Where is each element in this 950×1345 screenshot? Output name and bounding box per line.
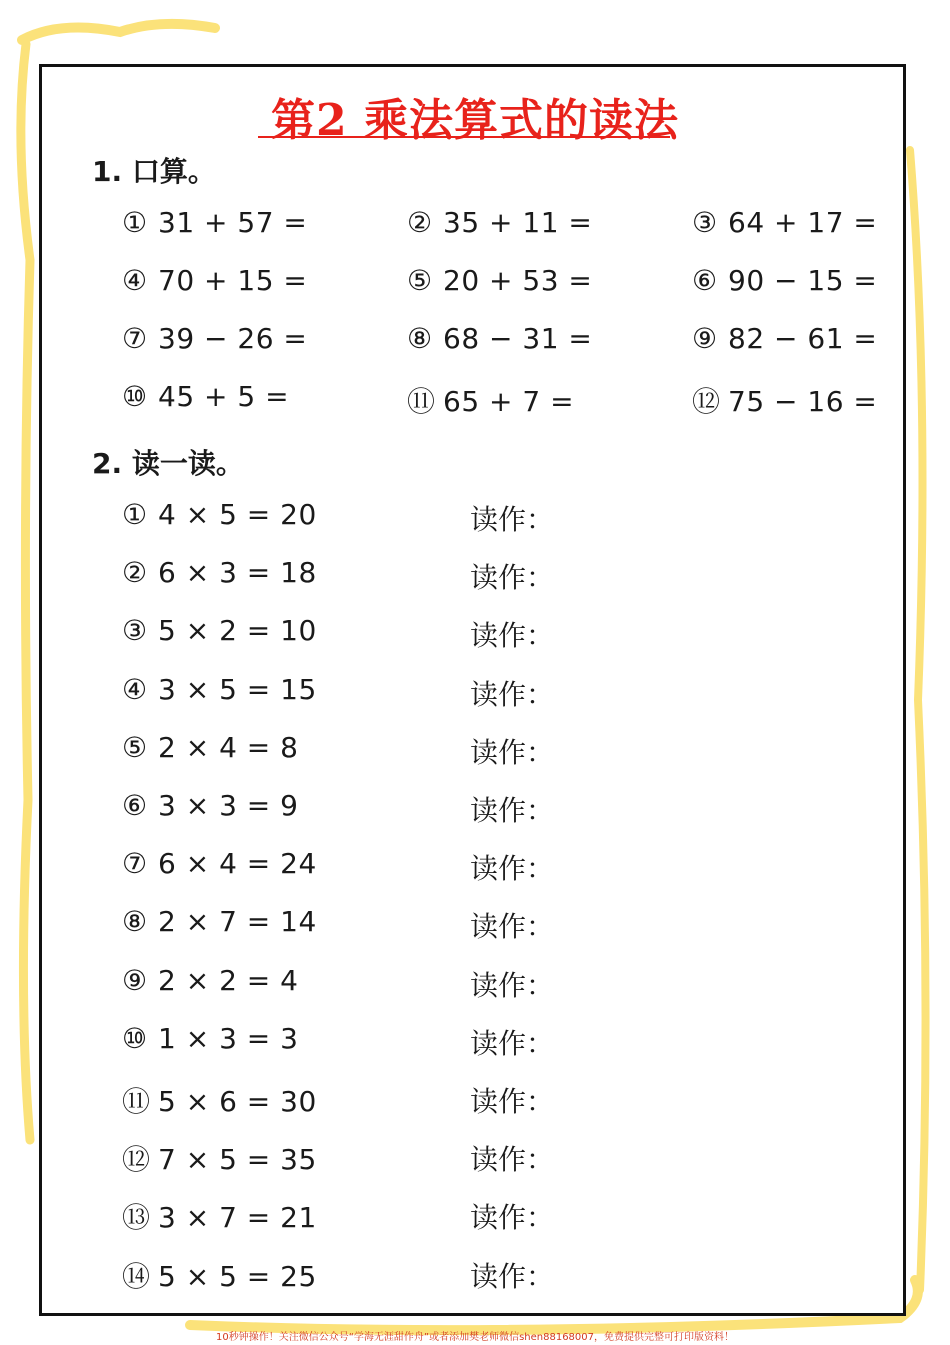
arithmetic-item: [122, 380, 289, 420]
item-expression: 1 × 3 = 3: [158, 1022, 299, 1055]
item-number: ⑤: [407, 264, 433, 297]
item-number: ③: [692, 206, 718, 239]
item-number: ⑪: [122, 1085, 151, 1118]
item-expression: 45 + 5 =: [158, 380, 290, 413]
item-expression: 64 + 17 =: [728, 206, 878, 239]
item-expression: 7 × 5 = 35: [158, 1143, 317, 1176]
read-as-label: 读作：: [470, 910, 555, 943]
footer-note: 10秒钟操作！关注微信公众号“学海无涯甜作舟”或者添加樊老师微信shen88168007，免费提供完整可打印版资料！: [215, 1332, 735, 1343]
arithmetic-item: [692, 380, 877, 420]
multiplication-item: [122, 731, 298, 771]
item-expression: 68 − 31 =: [443, 322, 593, 355]
item-number: ④: [122, 673, 148, 706]
item-expression: 5 × 2 = 10: [158, 614, 317, 647]
multiplication-item: [122, 905, 317, 945]
section-1-heading: 1. 口算。: [92, 155, 216, 188]
multiplication-item: [122, 964, 298, 1004]
item-expression: 3 × 3 = 9: [158, 789, 299, 822]
item-number: ③: [122, 614, 148, 647]
item-expression: 6 × 3 = 18: [158, 556, 317, 589]
item-expression: 31 + 57 =: [158, 206, 308, 239]
read-as-label: 读作：: [470, 1143, 555, 1176]
read-as-label: 读作：: [470, 561, 555, 594]
page-title: 第2 乘法算式的读法: [271, 95, 679, 146]
item-number: ⑪: [407, 385, 436, 418]
item-number: ⑫: [122, 1143, 151, 1176]
multiplication-item: [122, 1080, 317, 1120]
item-number: ⑫: [692, 385, 721, 418]
arithmetic-item: [122, 264, 307, 304]
multiplication-item: [122, 847, 317, 887]
item-expression: 6 × 4 = 24: [158, 847, 317, 880]
read-as-label: 读作：: [470, 503, 555, 536]
multiplication-item: [122, 1138, 317, 1178]
multiplication-item: [122, 673, 317, 713]
arithmetic-item: [407, 206, 592, 246]
item-expression: 90 − 15 =: [728, 264, 878, 297]
read-as-label: 读作：: [470, 969, 555, 1002]
read-as-label: 读作：: [470, 1027, 555, 1060]
item-expression: 82 − 61 =: [728, 322, 878, 355]
multiplication-item: [122, 1255, 317, 1295]
item-number: ⑩: [122, 1022, 148, 1055]
arithmetic-item: [692, 206, 877, 246]
read-as-label: 读作：: [470, 678, 555, 711]
item-number: ⑦: [122, 847, 148, 880]
item-expression: 70 + 15 =: [158, 264, 308, 297]
item-number: ⑤: [122, 731, 148, 764]
arithmetic-item: [122, 206, 307, 246]
read-as-label: 读作：: [470, 1201, 555, 1234]
item-number: ②: [407, 206, 433, 239]
item-expression: 2 × 2 = 4: [158, 964, 299, 997]
item-number: ①: [122, 206, 148, 239]
item-number: ⑧: [122, 905, 148, 938]
item-expression: 20 + 53 =: [443, 264, 593, 297]
read-as-label: 读作：: [470, 736, 555, 769]
item-number: ⑦: [122, 322, 148, 355]
title-underline: [258, 136, 670, 138]
multiplication-item: [122, 789, 298, 829]
multiplication-item: [122, 498, 317, 538]
item-number: ⑥: [692, 264, 718, 297]
item-expression: 2 × 7 = 14: [158, 905, 317, 938]
item-expression: 4 × 5 = 20: [158, 498, 317, 531]
item-number: ④: [122, 264, 148, 297]
item-expression: 5 × 6 = 30: [158, 1085, 317, 1118]
multiplication-item: [122, 1196, 317, 1236]
multiplication-item: [122, 556, 317, 596]
arithmetic-item: [692, 322, 877, 362]
item-number: ⑨: [122, 964, 148, 997]
arithmetic-item: [407, 264, 592, 304]
arithmetic-item: [692, 264, 877, 304]
item-number: ⑨: [692, 322, 718, 355]
multiplication-item: [122, 614, 317, 654]
item-expression: 5 × 5 = 25: [158, 1260, 317, 1293]
item-expression: 39 − 26 =: [158, 322, 308, 355]
item-expression: 35 + 11 =: [443, 206, 593, 239]
item-expression: 65 + 7 =: [443, 385, 575, 418]
multiplication-item: [122, 1022, 298, 1062]
arithmetic-item: [407, 322, 592, 362]
arithmetic-item: [407, 380, 574, 420]
item-number: ②: [122, 556, 148, 589]
read-as-label: 读作：: [470, 1260, 555, 1293]
item-expression: 75 − 16 =: [728, 385, 878, 418]
arithmetic-item: [122, 322, 307, 362]
read-as-label: 读作：: [470, 794, 555, 827]
item-expression: 3 × 5 = 15: [158, 673, 317, 706]
item-number: ⑭: [122, 1260, 151, 1293]
read-as-label: 读作：: [470, 1085, 555, 1118]
item-number: ①: [122, 498, 148, 531]
read-as-label: 读作：: [470, 619, 555, 652]
read-as-label: 读作：: [470, 852, 555, 885]
item-expression: 2 × 4 = 8: [158, 731, 299, 764]
item-number: ⑧: [407, 322, 433, 355]
item-number: ⑩: [122, 380, 148, 413]
section-2-heading: 2. 读一读。: [92, 447, 244, 480]
item-expression: 3 × 7 = 21: [158, 1201, 317, 1234]
item-number: ⑬: [122, 1201, 151, 1234]
item-number: ⑥: [122, 789, 148, 822]
